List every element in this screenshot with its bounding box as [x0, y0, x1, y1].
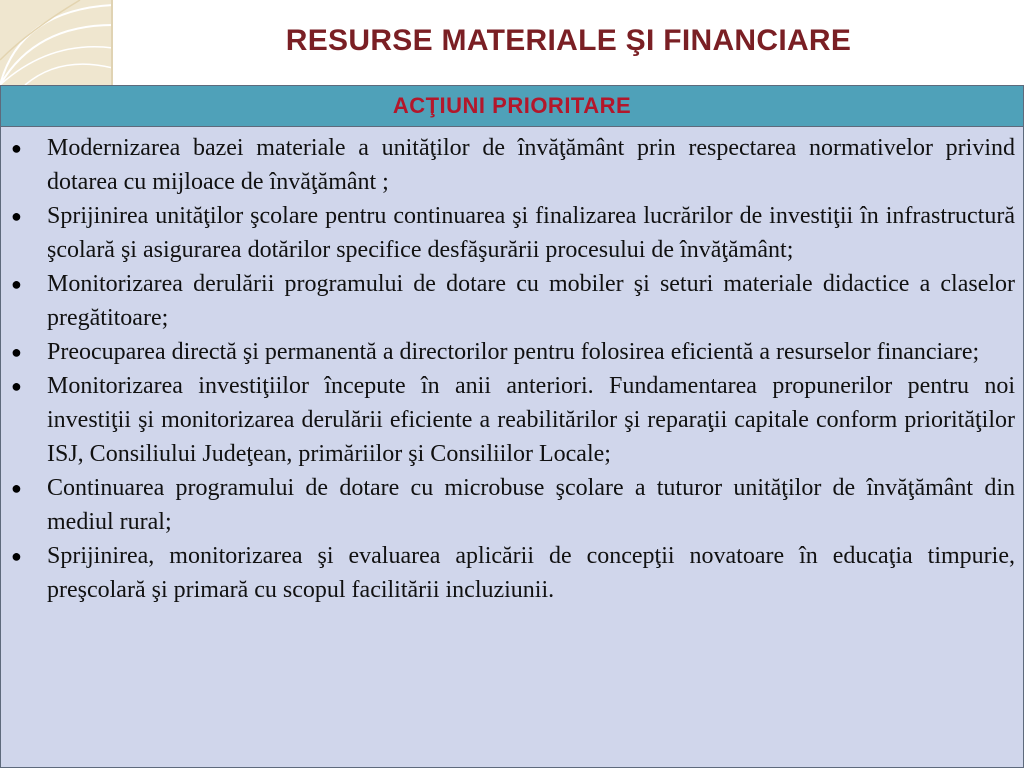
list-item-text: Monitorizarea investiţiilor începute în anii anteriori. Fundamentarea propunerilor pentru noi investiţii şi monitorizarea derulării eficiente a reabilitărilor şi reparaţii capitale conform priorităţilor ISJ, Consiliului Judeţean, primăriilor şi Consiliilor Locale; [47, 373, 1015, 467]
bullet-icon: ● [11, 376, 22, 396]
bullet-icon: ● [11, 342, 22, 362]
bullet-icon: ● [11, 138, 22, 158]
list-item-text: Monitorizarea derulării programului de dotare cu mobiler şi seturi materiale didactice a claselor pregătitoare; [47, 271, 1015, 331]
bullet-icon: ● [11, 478, 22, 498]
list-item-text: Preocuparea directă şi permanentă a directorilor pentru folosirea eficientă a resurselor financiare; [47, 339, 980, 365]
list-item-text: Modernizarea bazei materiale a unităţilor de învăţământ prin respectarea normativelor privind dotarea cu mijloace de învăţământ ; [47, 135, 1015, 195]
bullet-icon: ● [11, 206, 22, 226]
action-list [1, 127, 1023, 607]
corner-decoration [0, 0, 113, 85]
list-item [9, 369, 1015, 471]
bullet-icon: ● [11, 274, 22, 294]
corner-arcs-graphic [0, 0, 113, 85]
list-item [9, 199, 1015, 267]
list-item [9, 267, 1015, 335]
bullet-icon: ● [11, 546, 22, 566]
list-item [9, 539, 1015, 607]
list-item-text: Continuarea programului de dotare cu microbuse şcolare a tuturor unităţilor de învăţământ din mediul rural; [47, 475, 1015, 535]
table-header: ACŢIUNI PRIORITARE [1, 86, 1023, 127]
list-item [9, 131, 1015, 199]
list-item-text: Sprijinirea, monitorizarea şi evaluarea aplicării de concepţii novatoare în educaţia timpurie, preşcolară şi primară cu scopul facilitării incluziunii. [47, 543, 1015, 603]
priority-actions-table [0, 85, 1024, 768]
slide-title: RESURSE MATERIALE ŞI FINANCIARE [285, 23, 852, 57]
list-item-text: Sprijinirea unităţilor şcolare pentru continuarea şi finalizarea lucrărilor de investiţii în infrastructură şcolară şi asigurarea dotărilor specifice desfăşurării procesului de învăţământ; [47, 203, 1015, 263]
list-item [9, 335, 1015, 369]
list-item [9, 471, 1015, 539]
